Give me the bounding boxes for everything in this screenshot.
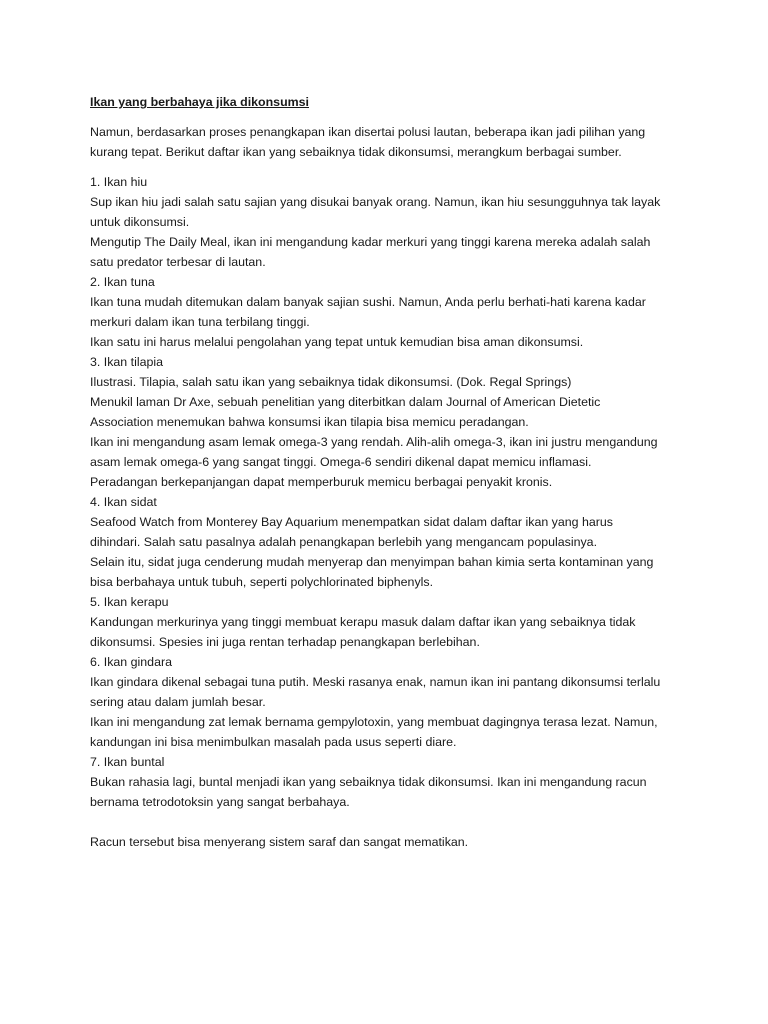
body-line: Mengutip The Daily Meal, ikan ini mengandung kadar merkuri yang tinggi karena mereka adalah salah <box>90 235 651 249</box>
body-line: bernama tetrodotoksin yang sangat berbahaya. <box>90 795 350 809</box>
body-line: Ikan ini mengandung asam lemak omega-3 yang rendah. Alih-alih omega-3, ikan ini justru mengandung <box>90 435 658 449</box>
list-heading-gindara: 6. Ikan gindara <box>90 655 172 669</box>
body-line: Bukan rahasia lagi, buntal menjadi ikan yang sebaiknya tidak dikonsumsi. Ikan ini mengandung racun <box>90 775 647 789</box>
body-line: Ikan ini mengandung zat lemak bernama gempylotoxin, yang membuat dagingnya terasa lezat. Namun, <box>90 715 658 729</box>
body-line: bisa berbahaya untuk tubuh, seperti polychlorinated biphenyls. <box>90 575 434 589</box>
body-line: merkuri dalam ikan tuna terbilang tinggi. <box>90 315 310 329</box>
list-heading-kerapu: 5. Ikan kerapu <box>90 595 169 609</box>
body-line: Sup ikan hiu jadi salah satu sajian yang disukai banyak orang. Namun, ikan hiu sesungguhnya tak layak <box>90 195 661 209</box>
list-heading-tilapia: 3. Ikan tilapia <box>90 355 164 369</box>
body-line: Menukil laman Dr Axe, sebuah penelitian yang diterbitkan dalam Journal of American Dietetic <box>90 395 601 409</box>
body-line: dikonsumsi. Spesies ini juga rentan terhadap penangkapan berlebihan. <box>90 635 480 649</box>
body-line: Kandungan merkurinya yang tinggi membuat kerapu masuk dalam daftar ikan yang sebaiknya tidak <box>90 615 636 629</box>
body-line: Ilustrasi. Tilapia, salah satu ikan yang sebaiknya tidak dikonsumsi. (Dok. Regal Springs) <box>90 375 572 389</box>
intro-line: Namun, berdasarkan proses penangkapan ikan disertai polusi lautan, beberapa ikan jadi pilihan yang <box>90 125 646 139</box>
body-line: kandungan ini bisa menimbulkan masalah pada usus seperti diare. <box>90 735 457 749</box>
body-line: Peradangan berkepanjangan dapat memperburuk memicu berbagai penyakit kronis. <box>90 475 553 489</box>
body-line: Selain itu, sidat juga cenderung mudah menyerap dan menyimpan bahan kimia serta kontaminan yang <box>90 555 654 569</box>
body-line: Ikan satu ini harus melalui pengolahan yang tepat untuk kemudian bisa aman dikonsumsi. <box>90 335 584 349</box>
body-line: satu predator terbesar di lautan. <box>90 255 266 269</box>
list-heading-buntal: 7. Ikan buntal <box>90 755 165 769</box>
body-line: Ikan tuna mudah ditemukan dalam banyak sajian sushi. Namun, Anda perlu berhati-hati karena kadar <box>90 295 646 309</box>
intro-paragraph <box>90 122 690 162</box>
body-line: Ikan gindara dikenal sebagai tuna putih. Meski rasanya enak, namun ikan ini pantang dikonsumsi terlalu <box>90 675 661 689</box>
outro-line: Racun tersebut bisa menyerang sistem saraf dan sangat mematikan. <box>90 835 469 849</box>
outro-paragraph <box>90 832 690 852</box>
body-line: Association menemukan bahwa konsumsi ikan tilapia bisa memicu peradangan. <box>90 415 529 429</box>
list-heading-sidat: 4. Ikan sidat <box>90 495 157 509</box>
intro-line: kurang tepat. Berikut daftar ikan yang sebaiknya tidak dikonsumsi, merangkum berbagai sumber. <box>90 145 622 159</box>
body-line: sering atau dalam jumlah besar. <box>90 695 266 709</box>
list-heading-tuna: 2. Ikan tuna <box>90 275 155 289</box>
list-heading-hiu: 1. Ikan hiu <box>90 175 148 189</box>
body-line: asam lemak omega-6 yang sangat tinggi. Omega-6 sendiri dikenal dapat memicu inflamasi. <box>90 455 592 469</box>
document-page <box>90 92 690 862</box>
body-line: untuk dikonsumsi. <box>90 215 190 229</box>
body-line: dihindari. Salah satu pasalnya adalah penangkapan berlebih yang mengancam populasinya. <box>90 535 598 549</box>
fish-list <box>90 172 690 812</box>
document-title: Ikan yang berbahaya jika dikonsumsi <box>90 95 309 109</box>
body-line: Seafood Watch from Monterey Bay Aquarium menempatkan sidat dalam daftar ikan yang harus <box>90 515 613 529</box>
